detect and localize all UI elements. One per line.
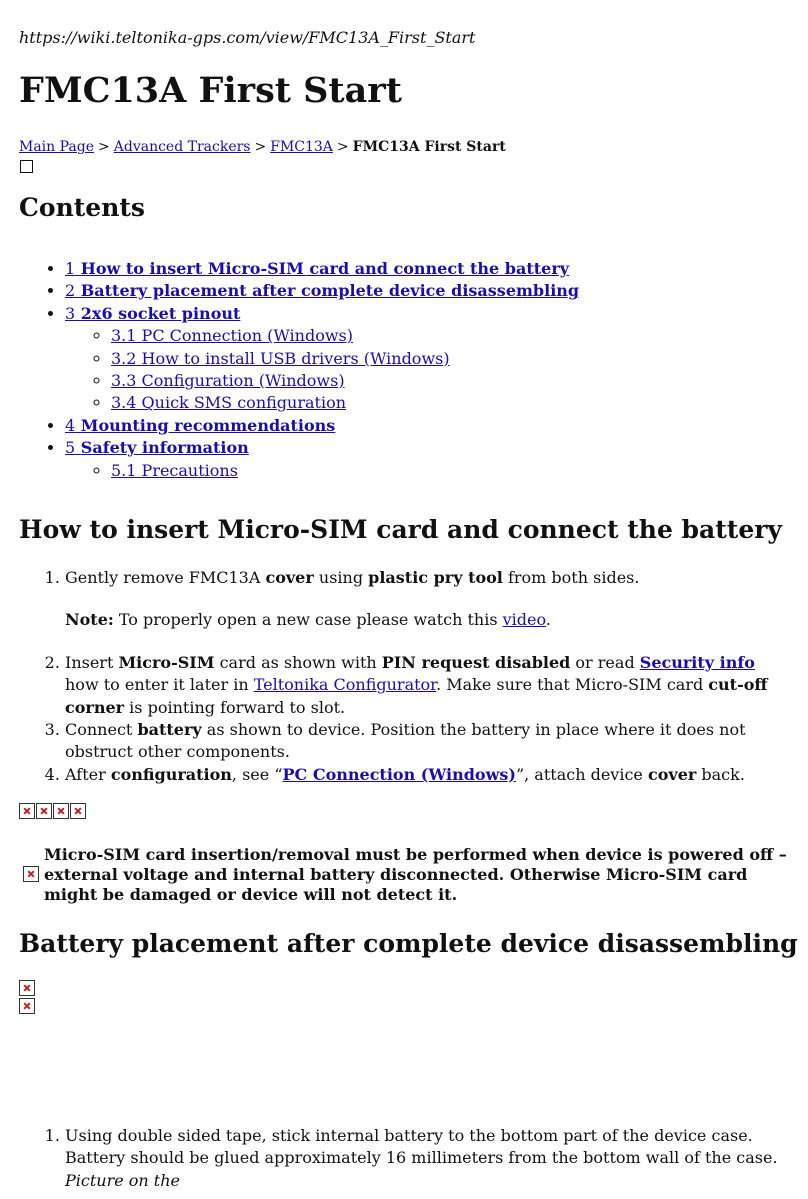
contents-heading: Contents xyxy=(19,193,146,222)
breadcrumb-fmc13a[interactable]: FMC13A xyxy=(270,139,333,155)
breadcrumb-separator: > xyxy=(336,139,349,155)
battery-placement-steps xyxy=(19,1125,794,1192)
toc-link-3-3[interactable]: 3.3 Configuration (Windows) xyxy=(111,371,345,391)
toc-link-3-2[interactable]: 3.2 How to install USB drivers (Windows) xyxy=(111,348,450,368)
toc-link-4[interactable]: 4 Mounting recommendations xyxy=(65,415,336,435)
breadcrumb-separator: > xyxy=(254,139,267,155)
broken-image-icon xyxy=(19,980,35,996)
toc-link-1[interactable]: 1 How to insert Micro-SIM card and connect the battery xyxy=(65,259,570,278)
toc-item xyxy=(111,325,579,347)
page-title: FMC13A First Start xyxy=(19,70,402,111)
pc-connection-link[interactable]: PC Connection (Windows) xyxy=(282,764,516,784)
breadcrumb-separator: > xyxy=(98,139,110,155)
toc-link-3-4[interactable]: 3.4 Quick SMS configuration xyxy=(111,393,347,413)
list-item: 1. Gently remove FMC13A cover using plastic pry tool from both sides. Note: To properly open a new case please watch this video. xyxy=(65,567,789,632)
section-heading-sim-battery: How to insert Micro-SIM card and connect the battery xyxy=(19,515,782,544)
toc-item xyxy=(111,392,579,414)
toc-item xyxy=(111,460,579,482)
toc-link-2[interactable]: 2 Battery placement after complete device disassembling xyxy=(65,281,580,301)
toc-link-3-1[interactable]: 3.1 PC Connection (Windows) xyxy=(111,326,353,346)
toc-link-3[interactable]: 3 2x6 socket pinout xyxy=(65,303,241,323)
list-item: 2. Insert Micro-SIM card as shown with PIN request disabled or read Security info how to enter it later in Teltonika Configurator. Make sure that Micro-SIM card cut-off corner is pointing forward to slot. xyxy=(65,652,789,719)
teltonika-configurator-link[interactable]: Teltonika Configurator xyxy=(253,675,437,695)
toc-item xyxy=(65,258,579,280)
page-url: https://wiki.teltonika-gps.com/view/FMC13A_First_Start xyxy=(19,28,476,47)
broken-image-icon xyxy=(19,803,35,819)
toc-link-5[interactable]: 5 Safety information xyxy=(65,438,249,458)
breadcrumb-current: FMC13A First Start xyxy=(352,139,506,155)
toc-item xyxy=(65,437,579,482)
list-item: 1. Using double sided tape, stick internal battery to the bottom part of the device case. Battery should be glued approximately 16 millimeters from the bottom wall of the case. Picture on the xyxy=(65,1125,794,1192)
broken-image-stack xyxy=(19,980,36,1016)
broken-image-icon xyxy=(19,998,35,1014)
broken-image-row xyxy=(19,803,87,819)
sim-battery-steps xyxy=(19,567,789,786)
section-heading-battery-placement: Battery placement after complete device disassembling xyxy=(19,929,798,958)
toc-item xyxy=(65,280,579,302)
warning-block xyxy=(19,845,794,905)
table-of-contents xyxy=(19,258,579,482)
toc-item xyxy=(65,415,579,437)
list-item: 3. Connect battery as shown to device. Position the battery in place where it does not obstruct other components. xyxy=(65,719,789,764)
warning-text: Micro-SIM card insertion/removal must be performed when device is powered off – external voltage and internal battery disconnected. Otherwise Micro-SIM card might be damaged or device will not detect it. xyxy=(44,845,787,904)
list-item: 4. After configuration, see “PC Connection (Windows)”, attach device cover back. xyxy=(65,764,789,786)
breadcrumb-main-page[interactable]: Main Page xyxy=(19,139,95,155)
note: Note: To properly open a new case please watch this video. xyxy=(65,610,551,630)
broken-image-icon xyxy=(53,803,69,819)
toc-toggle-checkbox[interactable] xyxy=(20,160,33,173)
toc-link-5-1[interactable]: 5.1 Precautions xyxy=(111,460,238,480)
toc-item xyxy=(111,370,579,392)
toc-item xyxy=(111,348,579,370)
breadcrumb-advanced-trackers[interactable]: Advanced Trackers xyxy=(113,139,251,155)
broken-image-icon xyxy=(70,803,86,819)
security-info-link[interactable]: Security info xyxy=(639,652,755,672)
video-link[interactable]: video xyxy=(502,610,546,630)
broken-image-icon xyxy=(36,803,52,819)
warning-icon xyxy=(23,866,39,882)
breadcrumb xyxy=(19,139,506,155)
toc-item xyxy=(65,303,579,415)
